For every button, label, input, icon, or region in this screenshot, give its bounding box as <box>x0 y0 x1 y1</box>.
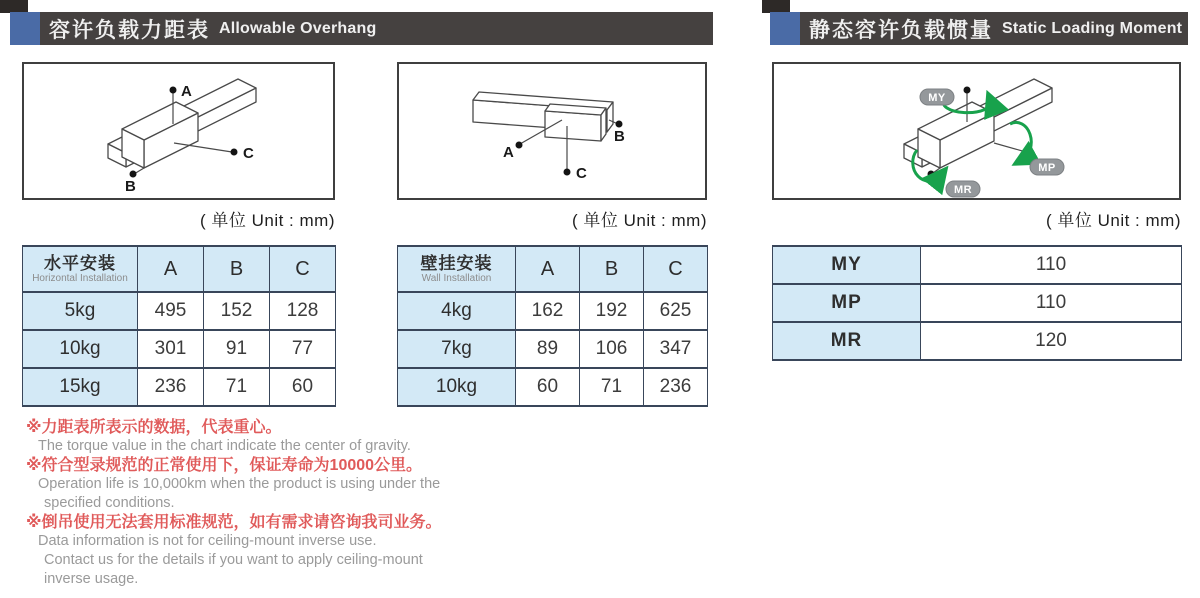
table-row <box>398 292 708 330</box>
load-cell: 10kg <box>23 330 138 368</box>
carriage-front-face <box>545 111 601 141</box>
table-cell: 236 <box>138 368 204 406</box>
table-cell: 89 <box>516 330 580 368</box>
note-en: Operation life is 10,000km when the product is using under the <box>38 476 441 492</box>
mr-axis-line <box>933 168 940 173</box>
table-row <box>773 246 1182 284</box>
load-cell: 7kg <box>398 330 516 368</box>
accent-square-icon <box>770 12 800 45</box>
column-header-a: A <box>138 246 204 292</box>
table-cell: 152 <box>204 292 270 330</box>
table-cell: 128 <box>270 292 336 330</box>
point-a-label: A <box>181 83 192 100</box>
table-cell: 71 <box>204 368 270 406</box>
load-cell: 4kg <box>398 292 516 330</box>
point-b-dot <box>130 171 137 178</box>
horizontal-installation-drawing <box>24 64 333 198</box>
my-badge-label: MY <box>928 92 946 104</box>
table-title-zh: 壁挂安装 <box>420 253 493 273</box>
table-cell: 60 <box>270 368 336 406</box>
unit-note: ( 单位 Unit : mm) <box>1046 211 1181 230</box>
table-title-cell <box>398 246 516 292</box>
moment-value-cell: 120 <box>921 322 1182 360</box>
table-title-en: Horizontal Installation <box>32 272 128 284</box>
table-title-cell <box>23 246 138 292</box>
my-axis-dot <box>964 87 971 94</box>
column-header-a: A <box>516 246 580 292</box>
table-cell: 192 <box>580 292 644 330</box>
note-en: The torque value in the chart indicate the center of gravity. <box>38 438 411 454</box>
point-c-label: C <box>243 145 254 162</box>
moment-label-cell: MY <box>773 246 921 284</box>
moment-value-cell: 110 <box>921 246 1182 284</box>
footnotes <box>26 418 506 589</box>
point-b-dot <box>616 121 623 128</box>
horizontal-installation-table <box>22 245 336 407</box>
section-header-static-loading-moment <box>770 12 1188 45</box>
section-header-allowable-overhang <box>10 12 713 45</box>
section-title-zh: 静态容许负载惯量 <box>809 18 993 42</box>
point-a-dot <box>516 142 523 149</box>
load-cell: 15kg <box>23 368 138 406</box>
note-en: Contact us for the details if you want to apply ceiling-mount <box>44 552 423 568</box>
moment-label-cell: MP <box>773 284 921 322</box>
point-b-label: B <box>125 178 136 195</box>
table-title-zh: 水平安装 <box>44 253 116 273</box>
static-loading-moment-table <box>772 245 1182 361</box>
table-title-en: Wall Installation <box>421 272 492 284</box>
carriage-end-face <box>601 108 606 141</box>
table-row <box>23 368 336 406</box>
table-cell: 625 <box>644 292 708 330</box>
table-cell: 77 <box>270 330 336 368</box>
column-header-c: C <box>644 246 708 292</box>
table-row <box>398 330 708 368</box>
table-row <box>23 292 336 330</box>
mp-badge-label: MP <box>1038 162 1056 174</box>
table-cell: 495 <box>138 292 204 330</box>
moment-label-cell: MR <box>773 322 921 360</box>
note-en: specified conditions. <box>44 495 175 511</box>
table-cell: 60 <box>516 368 580 406</box>
table-row <box>398 368 708 406</box>
table-cell: 347 <box>644 330 708 368</box>
diagram-wall-installation <box>397 62 707 200</box>
section-title-zh: 容许负载力距表 <box>49 18 210 42</box>
table-cell: 162 <box>516 292 580 330</box>
note-zh: ※符合型录规范的正常使用下，保证寿命为10000公里。 <box>26 457 423 474</box>
note-en: Data information is not for ceiling-mount inverse use. <box>38 533 377 549</box>
mr-axis-dot <box>928 171 935 178</box>
table-cell: 301 <box>138 330 204 368</box>
table-header-row <box>23 246 336 292</box>
column-header-b: B <box>580 246 644 292</box>
load-cell: 5kg <box>23 292 138 330</box>
point-c-label: C <box>576 165 587 182</box>
point-a-label: A <box>503 144 514 161</box>
mp-axis-line <box>994 143 1026 152</box>
accent-square-icon <box>10 12 40 45</box>
moment-value-cell: 110 <box>921 284 1182 322</box>
wall-installation-drawing <box>399 64 705 198</box>
moment-axes-drawing <box>774 64 1179 198</box>
note-zh: ※力距表所表示的数据，代表重心。 <box>26 419 282 436</box>
mr-badge-label: MR <box>953 184 973 196</box>
unit-note: ( 单位 Unit : mm) <box>572 211 707 230</box>
diagram-horizontal-installation <box>22 62 335 200</box>
point-c-dot <box>564 169 571 176</box>
column-header-c: C <box>270 246 336 292</box>
table-row <box>773 322 1182 360</box>
table-cell: 71 <box>580 368 644 406</box>
note-zh: ※倒吊使用无法套用标准规范，如有需求请咨询我司业务。 <box>26 514 442 531</box>
table-row <box>23 330 336 368</box>
point-b-label: B <box>614 128 625 145</box>
table-cell: 236 <box>644 368 708 406</box>
load-cell: 10kg <box>398 368 516 406</box>
section-title-en: Allowable Overhang <box>219 19 377 37</box>
wall-installation-table <box>397 245 708 407</box>
column-header-b: B <box>204 246 270 292</box>
table-header-row <box>398 246 708 292</box>
unit-note: ( 单位 Unit : mm) <box>200 211 335 230</box>
diagram-static-loading-moment <box>772 62 1181 200</box>
note-en: inverse usage. <box>44 571 139 587</box>
table-row <box>773 284 1182 322</box>
table-cell: 91 <box>204 330 270 368</box>
table-cell: 106 <box>580 330 644 368</box>
mp-rotation-arrow-icon <box>1010 122 1031 160</box>
point-a-dot <box>170 87 177 94</box>
point-c-dot <box>231 149 238 156</box>
section-title-en: Static Loading Moment <box>1002 19 1183 37</box>
